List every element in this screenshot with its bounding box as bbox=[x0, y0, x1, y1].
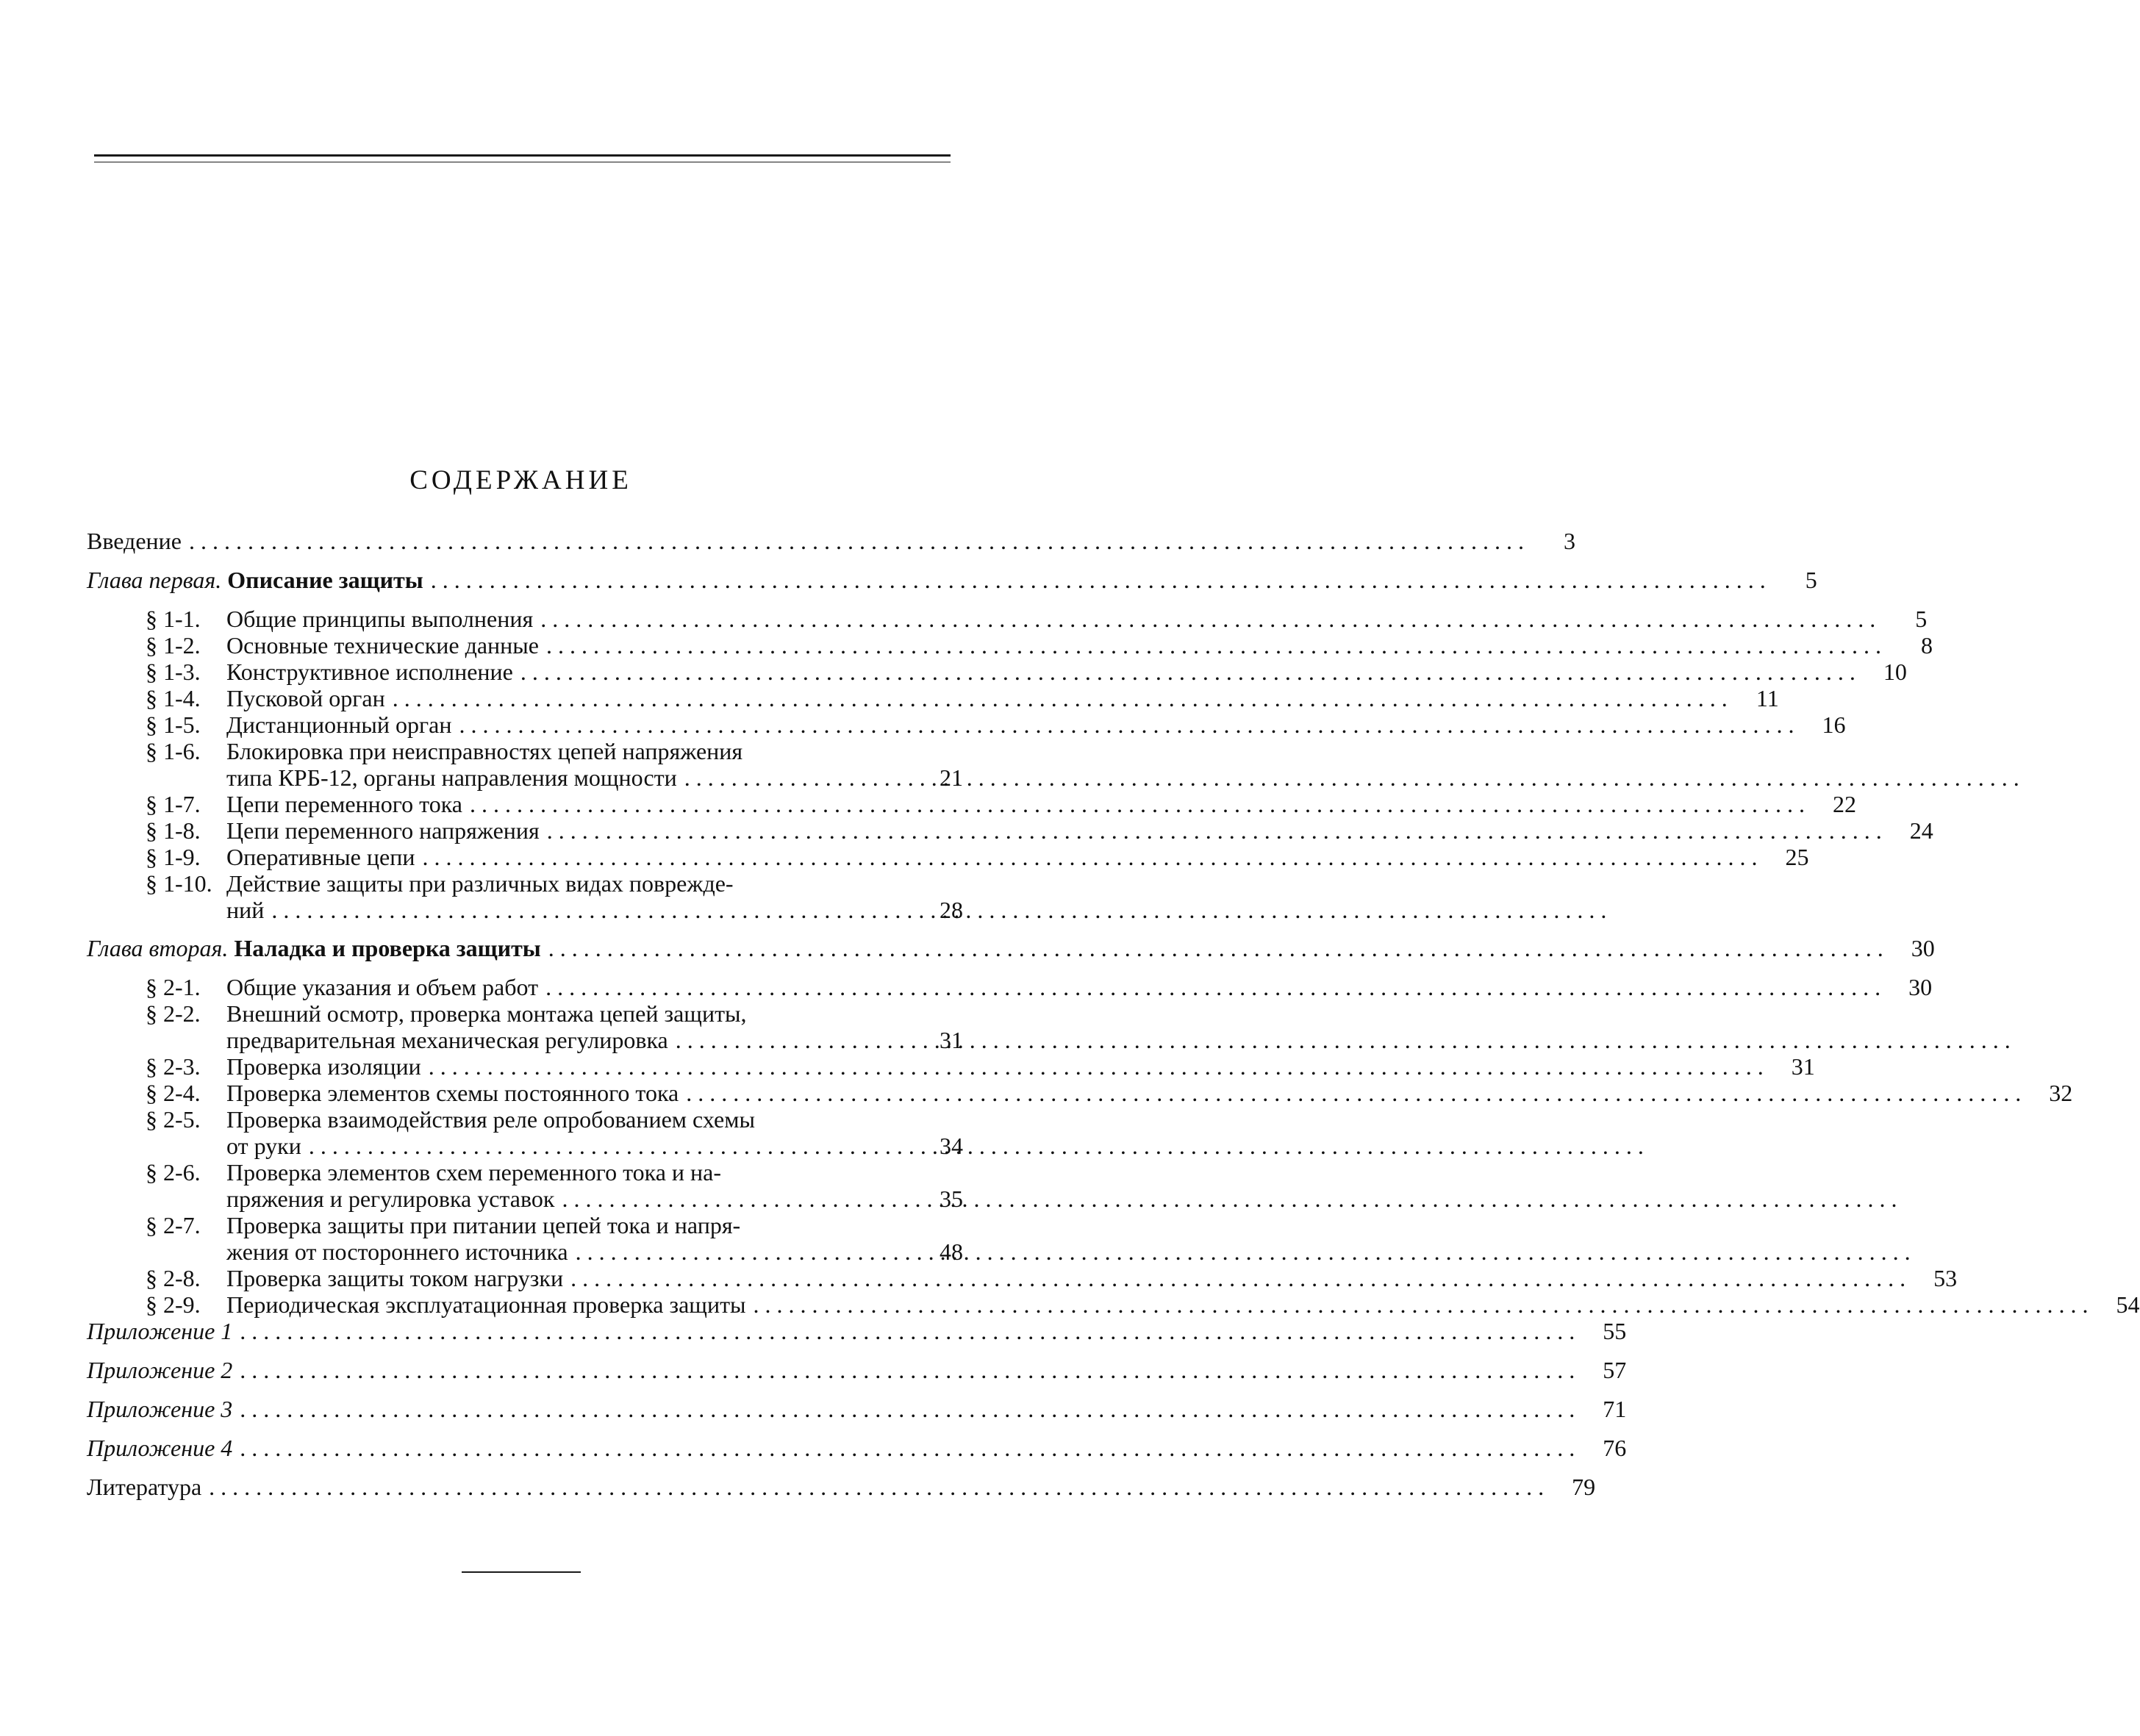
page-number: 3 bbox=[1563, 528, 1575, 554]
toc-section-entry[interactable] bbox=[87, 711, 1846, 738]
toc-section-entry[interactable] bbox=[87, 1265, 1958, 1291]
dot-leader bbox=[189, 528, 1524, 554]
page-number: 34 bbox=[940, 1133, 963, 1159]
page-number: 71 bbox=[1603, 1396, 1627, 1422]
dot-leader bbox=[754, 1291, 2089, 1318]
dot-leader bbox=[546, 632, 1881, 659]
section-number: § 1-9. bbox=[146, 844, 201, 870]
toc-section-entry[interactable] bbox=[87, 844, 1809, 870]
section-number: § 2-4. bbox=[146, 1080, 201, 1106]
section-title-line-2: пряжения и регулировка уставок bbox=[226, 1186, 555, 1212]
section-body bbox=[146, 738, 912, 791]
page-number: 54 bbox=[2116, 1291, 2140, 1318]
toc-section-entry[interactable] bbox=[87, 1000, 963, 1053]
section-title-line-1: Блокировка при неисправностях цепей напряжения bbox=[226, 738, 743, 764]
section-number: § 1-6. bbox=[146, 738, 201, 764]
toc-section-entry[interactable] bbox=[87, 606, 1928, 632]
page-number: 48 bbox=[940, 1238, 963, 1265]
toc-entry-appendix[interactable] bbox=[87, 1357, 1627, 1383]
appendix-label: Приложение 1 bbox=[87, 1318, 233, 1344]
dot-leader bbox=[520, 659, 1855, 685]
toc-section-entry[interactable] bbox=[87, 659, 1907, 685]
dot-leader bbox=[548, 935, 1883, 961]
section-line-2 bbox=[146, 1133, 912, 1159]
section-title: Цепи переменного напряжения bbox=[226, 817, 540, 844]
appendix-label: Приложение 2 bbox=[87, 1357, 233, 1383]
toc-section-entry[interactable] bbox=[87, 738, 963, 791]
dot-leader bbox=[240, 1318, 1575, 1344]
toc-entry-literature[interactable] bbox=[87, 1474, 1596, 1500]
section-number: § 1-1. bbox=[146, 606, 201, 632]
section-number: § 2-1. bbox=[146, 974, 201, 1000]
page-number: 28 bbox=[940, 897, 963, 923]
section-line-2 bbox=[146, 897, 912, 923]
toc-section-entry[interactable] bbox=[87, 791, 1856, 817]
section-number: § 2-6. bbox=[146, 1159, 201, 1186]
toc-entry-appendix[interactable] bbox=[87, 1435, 1627, 1461]
section-number: § 1-10. bbox=[146, 870, 212, 897]
toc-section-entry[interactable] bbox=[87, 1212, 963, 1265]
section-body bbox=[146, 1159, 912, 1212]
page-number: 10 bbox=[1883, 659, 1907, 685]
dot-leader bbox=[429, 1053, 1764, 1080]
section-number: § 2-5. bbox=[146, 1106, 201, 1133]
section-title: Периодическая эксплуатационная проверка защиты bbox=[226, 1291, 746, 1318]
section-body bbox=[146, 1212, 912, 1265]
toc-section-entry[interactable] bbox=[87, 974, 1933, 1000]
appendix-label: Приложение 3 bbox=[87, 1396, 233, 1422]
section-title: Цепи переменного тока bbox=[226, 791, 462, 817]
section-body bbox=[146, 870, 912, 923]
dot-leader bbox=[676, 1027, 2011, 1053]
toc-section-entry[interactable] bbox=[87, 1106, 963, 1159]
section-title: Основные технические данные bbox=[226, 632, 539, 659]
dot-leader bbox=[240, 1357, 1575, 1383]
section-line-2 bbox=[146, 1027, 912, 1053]
dot-leader bbox=[686, 1080, 2021, 1106]
toc-section-entry[interactable] bbox=[87, 1053, 1815, 1080]
toc-section-entry[interactable] bbox=[87, 1291, 2140, 1318]
page-number: 30 bbox=[1911, 935, 1935, 961]
section-title-line-1: Проверка взаимодействия реле опробованием схемы bbox=[226, 1106, 755, 1133]
section-number: § 1-2. bbox=[146, 632, 201, 659]
chapter-lead: Глава вторая. bbox=[87, 935, 229, 961]
section-title-line-1: Проверка защиты при питании цепей тока и напря- bbox=[226, 1212, 741, 1238]
section-title-line-1: Действие защиты при различных видах поврежде- bbox=[226, 870, 734, 897]
section-title: Конструктивное исполнение bbox=[226, 659, 513, 685]
section-line-2 bbox=[146, 1238, 912, 1265]
toc-section-entry[interactable] bbox=[87, 870, 963, 923]
section-number: § 1-5. bbox=[146, 711, 201, 738]
bottom-rule bbox=[462, 1571, 581, 1573]
section-title-line-2: жения от постороннего источника bbox=[226, 1238, 568, 1265]
section-title: Оперативные цепи bbox=[226, 844, 415, 870]
dot-leader bbox=[240, 1396, 1575, 1422]
toc-entry-appendix[interactable] bbox=[87, 1396, 1627, 1422]
chapter-lead: Глава первая. bbox=[87, 567, 222, 593]
dot-leader bbox=[562, 1186, 1897, 1212]
page-number: 31 bbox=[1791, 1053, 1815, 1080]
section-number: § 1-8. bbox=[146, 817, 201, 844]
dot-leader bbox=[459, 711, 1794, 738]
chapter-title: Наладка и проверка защиты bbox=[234, 935, 541, 961]
page-number: 30 bbox=[1908, 974, 1933, 1000]
section-title-line-1: Проверка элементов схем переменного тока и на- bbox=[226, 1159, 722, 1186]
section-title-line-2: предварительная механическая регулировка bbox=[226, 1027, 668, 1053]
toc-section-entry[interactable] bbox=[87, 632, 1933, 659]
page-number: 25 bbox=[1785, 844, 1809, 870]
page-number: 53 bbox=[1933, 1265, 1958, 1291]
toc-section-entry[interactable] bbox=[87, 1159, 963, 1212]
section-number: § 2-8. bbox=[146, 1265, 201, 1291]
dot-leader bbox=[547, 817, 1882, 844]
section-title: Общие принципы выполнения bbox=[226, 606, 534, 632]
page-number: 11 bbox=[1756, 685, 1779, 711]
section-number: § 2-3. bbox=[146, 1053, 201, 1080]
page-number: 31 bbox=[940, 1027, 963, 1053]
dot-leader bbox=[431, 567, 1766, 593]
section-number: § 1-4. bbox=[146, 685, 201, 711]
page-number: 79 bbox=[1572, 1474, 1596, 1500]
section-title-line-2: типа КРБ-12, органы направления мощности bbox=[226, 764, 677, 791]
page-number: 57 bbox=[1603, 1357, 1627, 1383]
table-of-contents bbox=[87, 528, 2140, 1513]
section-line-2 bbox=[146, 1186, 912, 1212]
page-number: 76 bbox=[1603, 1435, 1627, 1461]
chapter-title: Описание защиты bbox=[227, 567, 423, 593]
section-title: Проверка элементов схемы постоянного тока bbox=[226, 1080, 679, 1106]
dot-leader bbox=[422, 844, 1757, 870]
section-title: Пусковой орган bbox=[226, 685, 385, 711]
section-title: Проверка изоляции bbox=[226, 1053, 421, 1080]
section-title-line-2: ний bbox=[226, 897, 265, 923]
dot-leader bbox=[240, 1435, 1575, 1461]
section-body bbox=[146, 1106, 912, 1159]
dot-leader bbox=[209, 1474, 1544, 1500]
section-body bbox=[146, 1000, 912, 1053]
toc-entry-label: Литература bbox=[87, 1474, 202, 1500]
dot-leader bbox=[684, 764, 2019, 791]
toc-entry-label: Введение bbox=[87, 528, 182, 554]
toc-chapter-1[interactable] bbox=[87, 567, 1817, 593]
section-line-1 bbox=[146, 1159, 912, 1186]
toc-entry-appendix[interactable] bbox=[87, 1318, 1627, 1344]
page-number: 35 bbox=[940, 1186, 963, 1212]
section-number: § 2-7. bbox=[146, 1212, 201, 1238]
section-line-2 bbox=[146, 764, 912, 791]
section-number: § 2-2. bbox=[146, 1000, 201, 1027]
section-number: § 1-7. bbox=[146, 791, 201, 817]
page-number: 5 bbox=[1805, 567, 1817, 593]
section-line-1 bbox=[146, 1212, 912, 1238]
toc-section-entry[interactable] bbox=[87, 1080, 2073, 1106]
page-title: СОДЕРЖАНИЕ bbox=[409, 465, 632, 495]
page-number: 21 bbox=[940, 764, 963, 791]
page-number: 24 bbox=[1909, 817, 1933, 844]
page-number: 22 bbox=[1832, 791, 1856, 817]
toc-section-entry[interactable] bbox=[87, 685, 1779, 711]
section-number: § 1-3. bbox=[146, 659, 201, 685]
section-title: Проверка защиты током нагрузки bbox=[226, 1265, 564, 1291]
toc-chapter-2[interactable] bbox=[87, 935, 1935, 961]
section-title-line-1: Внешний осмотр, проверка монтажа цепей защиты, bbox=[226, 1000, 747, 1027]
section-title-line-2: от руки bbox=[226, 1133, 301, 1159]
dot-leader bbox=[540, 606, 1875, 632]
page-number: 8 bbox=[1921, 632, 1933, 659]
dot-leader bbox=[470, 791, 1805, 817]
dot-leader bbox=[576, 1238, 1911, 1265]
dot-leader bbox=[570, 1265, 1905, 1291]
dot-leader bbox=[545, 974, 1880, 1000]
toc-entry-intro[interactable] bbox=[87, 528, 1575, 554]
top-rule bbox=[94, 154, 951, 162]
page-number: 5 bbox=[1915, 606, 1928, 632]
section-line-1 bbox=[146, 1000, 912, 1027]
section-line-1 bbox=[146, 1106, 912, 1133]
section-title: Общие указания и объем работ bbox=[226, 974, 539, 1000]
dot-leader bbox=[393, 685, 1728, 711]
dot-leader bbox=[309, 1133, 1644, 1159]
section-line-1 bbox=[146, 738, 912, 764]
page-number: 55 bbox=[1603, 1318, 1627, 1344]
appendix-label: Приложение 4 bbox=[87, 1435, 233, 1461]
section-number: § 2-9. bbox=[146, 1291, 201, 1318]
section-title: Дистанционный орган bbox=[226, 711, 452, 738]
page-number: 16 bbox=[1822, 711, 1846, 738]
toc-section-entry[interactable] bbox=[87, 817, 1933, 844]
page-number: 32 bbox=[2049, 1080, 2073, 1106]
section-line-1 bbox=[146, 870, 912, 897]
